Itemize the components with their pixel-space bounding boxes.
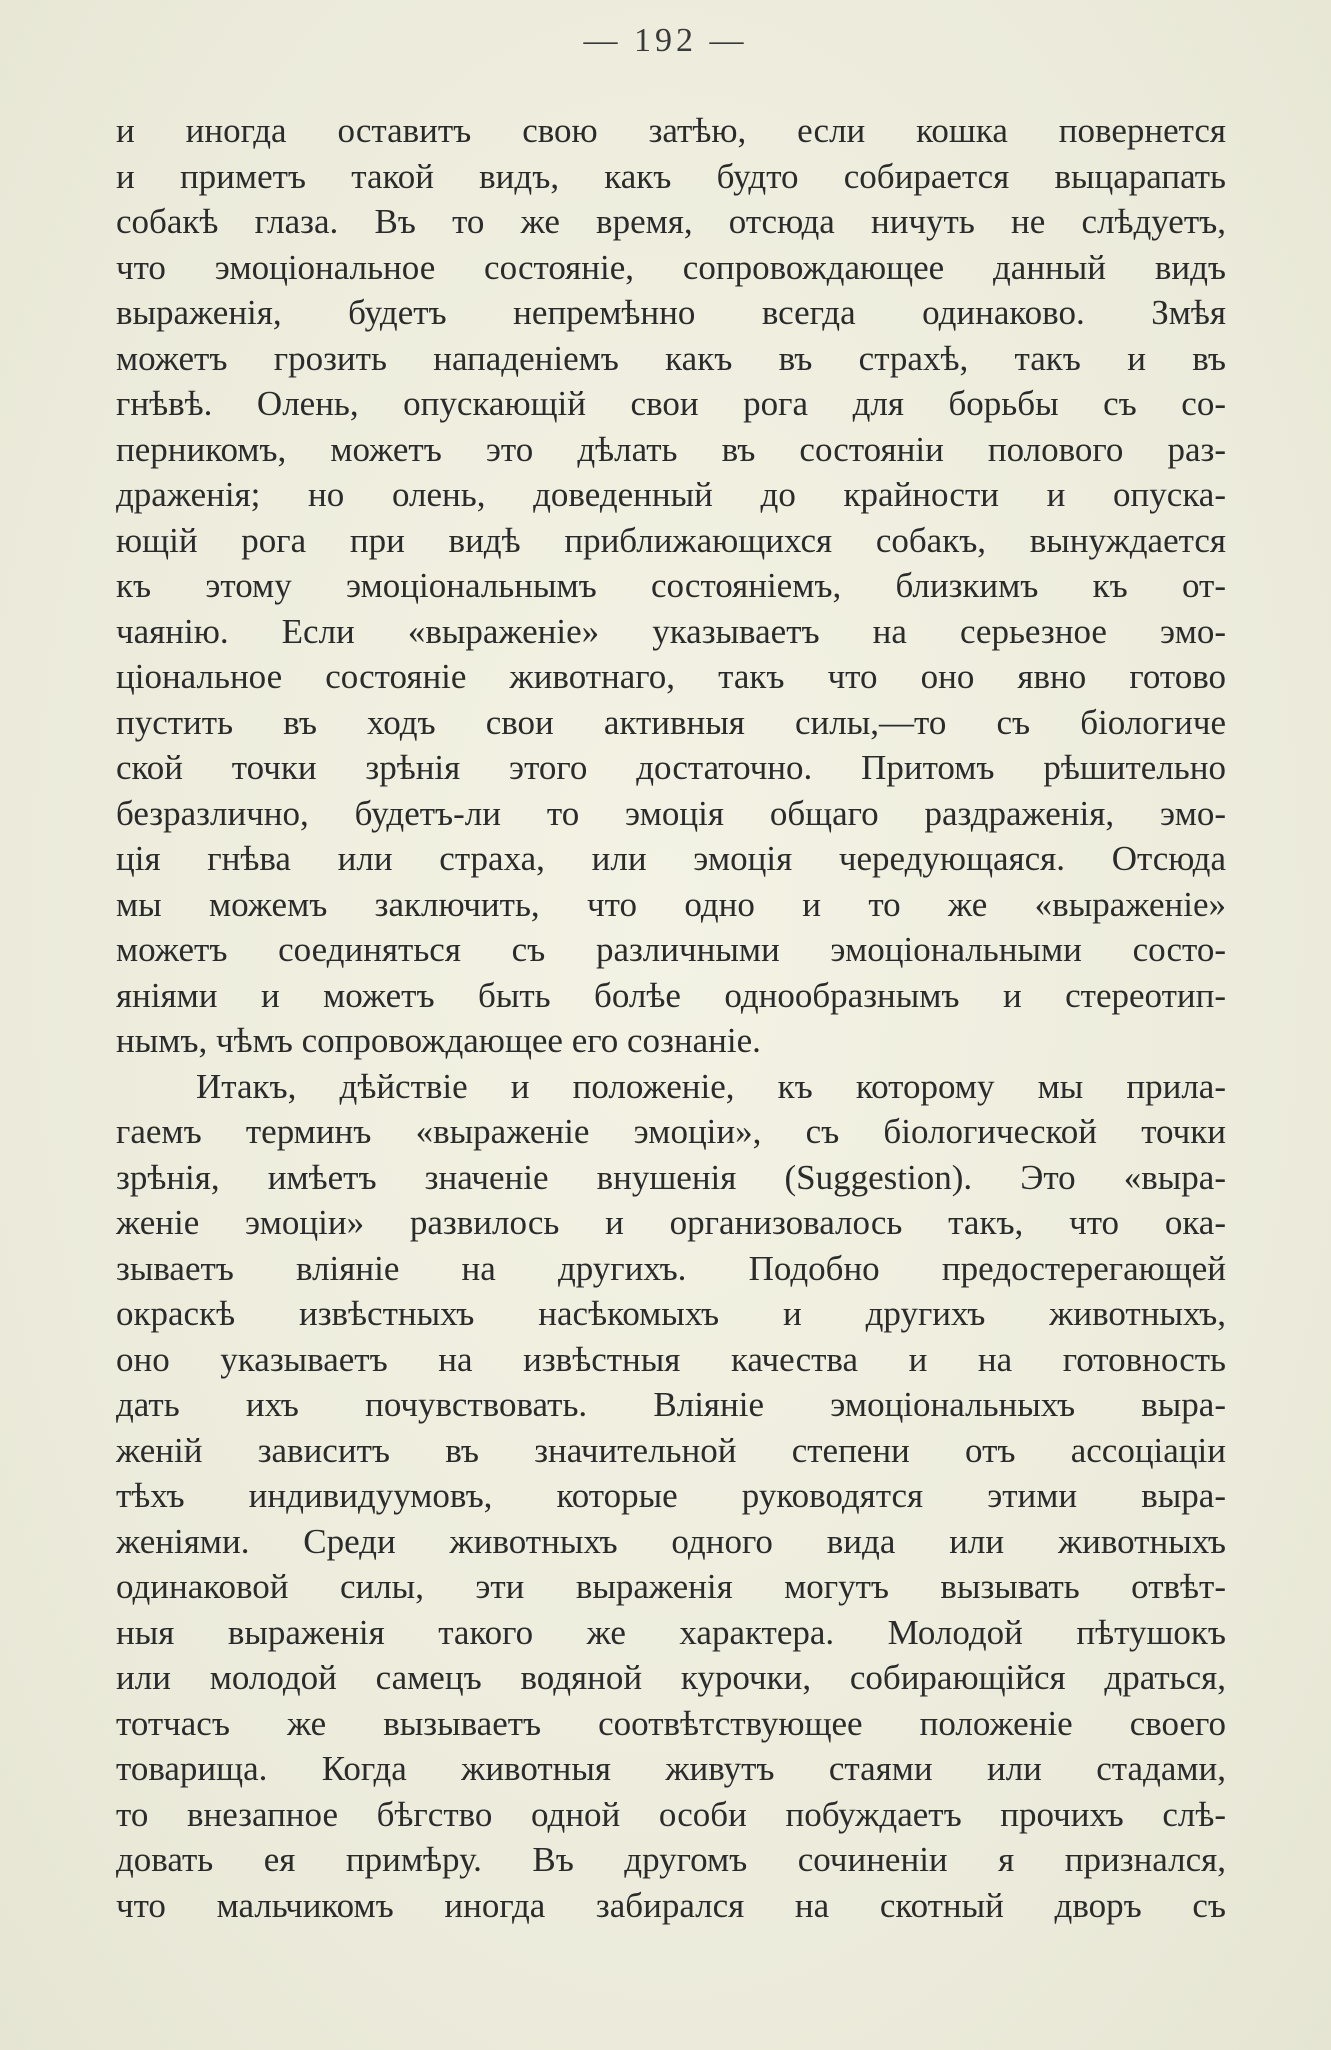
text-line: мы можемъ заключить, что одно и то же «выраженіе» bbox=[116, 884, 1226, 924]
page-number: — 192 — bbox=[583, 22, 748, 59]
text-line: къ этому эмоціональнымъ состояніемъ, близкимъ къ от- bbox=[116, 566, 1226, 605]
text-line: оно указываетъ на извѣстныя качества и на готовность bbox=[116, 1339, 1226, 1379]
text-line: женій зависитъ въ значительной степени отъ ассоціаціи bbox=[116, 1430, 1226, 1470]
text-line: безразлично, будетъ-ли то эмоція общаго раздраженія, эмо- bbox=[116, 793, 1226, 833]
text-line: товарища. Когда животныя живутъ стаями или стадами, bbox=[116, 1749, 1226, 1788]
text-line: зываетъ вліяніе на другихъ. Подобно предостерегающей bbox=[116, 1248, 1226, 1288]
text-line: нымъ, чѣмъ сопровождающее его сознаніе. bbox=[116, 1021, 761, 1060]
text-line: ской точки зрѣнія этого достаточно. Притомъ рѣшительно bbox=[116, 748, 1226, 787]
text-line: окраскѣ извѣстныхъ насѣкомыхъ и другихъ животныхъ, bbox=[116, 1294, 1226, 1333]
text-line: можетъ соединяться съ различными эмоціональными состо- bbox=[116, 930, 1226, 969]
text-line: яніями и можетъ быть болѣе однообразнымъ и стереотип- bbox=[116, 975, 1226, 1015]
text-line: зрѣнія, имѣетъ значеніе внушенія (Suggestion). Это «выра- bbox=[116, 1157, 1226, 1197]
text-line: ныя выраженія такого же характера. Молодой пѣтушокъ bbox=[116, 1612, 1226, 1652]
text-line: тѣхъ индивидуумовъ, которые руководятся этими выра- bbox=[116, 1476, 1226, 1515]
text-line: гнѣвѣ. Олень, опускающій свои рога для борьбы съ со- bbox=[116, 384, 1226, 423]
text-line: пустить въ ходъ свои активныя силы,—то съ біологиче bbox=[116, 702, 1226, 742]
text-line: и иногда оставитъ свою затѣю, если кошка повернется bbox=[116, 111, 1226, 150]
body-text bbox=[116, 108, 1226, 1928]
text-line: гаемъ терминъ «выраженіе эмоціи», съ біологической точки bbox=[116, 1112, 1226, 1151]
text-line: ціональное состояніе животнаго, такъ что оно явно готово bbox=[116, 657, 1226, 696]
text-line: выраженія, будетъ непремѣнно всегда одинаково. Змѣя bbox=[116, 293, 1226, 332]
text-line: или молодой самецъ водяной курочки, собирающійся драться, bbox=[116, 1658, 1226, 1697]
text-line: женіями. Среди животныхъ одного вида или животныхъ bbox=[116, 1521, 1226, 1561]
text-line: тотчасъ же вызываетъ соотвѣтствующее положеніе своего bbox=[116, 1703, 1226, 1743]
text-line: собакѣ глаза. Въ то же время, отсюда ничуть не слѣдуетъ, bbox=[116, 202, 1226, 241]
text-line: можетъ грозить нападеніемъ какъ въ страхѣ, такъ и въ bbox=[116, 338, 1226, 378]
text-line: ющій рога при видѣ приближающихся собакъ, вынуждается bbox=[116, 520, 1226, 560]
text-line: чаянію. Если «выраженіе» указываетъ на серьезное эмо- bbox=[116, 611, 1226, 651]
text-line: что эмоціональное состояніе, сопровождающее данный видъ bbox=[116, 247, 1226, 287]
text-line: и приметъ такой видъ, какъ будто собирается выцарапать bbox=[116, 156, 1226, 196]
text-line: перникомъ, можетъ это дѣлать въ состояніи полового раз- bbox=[116, 429, 1226, 469]
text-line: что мальчикомъ иногда забирался на скотный дворъ съ bbox=[116, 1885, 1226, 1925]
paragraph-start-line: Итакъ, дѣйствіе и положеніе, къ которому мы прила- bbox=[196, 1066, 1226, 1106]
text-line: довать ея примѣру. Въ другомъ сочиненіи я признался, bbox=[116, 1840, 1226, 1879]
text-line: драженія; но олень, доведенный до крайности и опуска- bbox=[116, 475, 1226, 514]
text-line: то внезапное бѣгство одной особи побуждаетъ прочихъ слѣ- bbox=[116, 1794, 1226, 1834]
text-line: дать ихъ почувствовать. Вліяніе эмоціональныхъ выра- bbox=[116, 1385, 1226, 1424]
text-line: ція гнѣва или страха, или эмоція чередующаяся. Отсюда bbox=[116, 839, 1226, 878]
text-line: женіе эмоціи» развилось и организовалось такъ, что ока- bbox=[116, 1203, 1226, 1242]
text-line: одинаковой силы, эти выраженія могутъ вызывать отвѣт- bbox=[116, 1567, 1226, 1606]
